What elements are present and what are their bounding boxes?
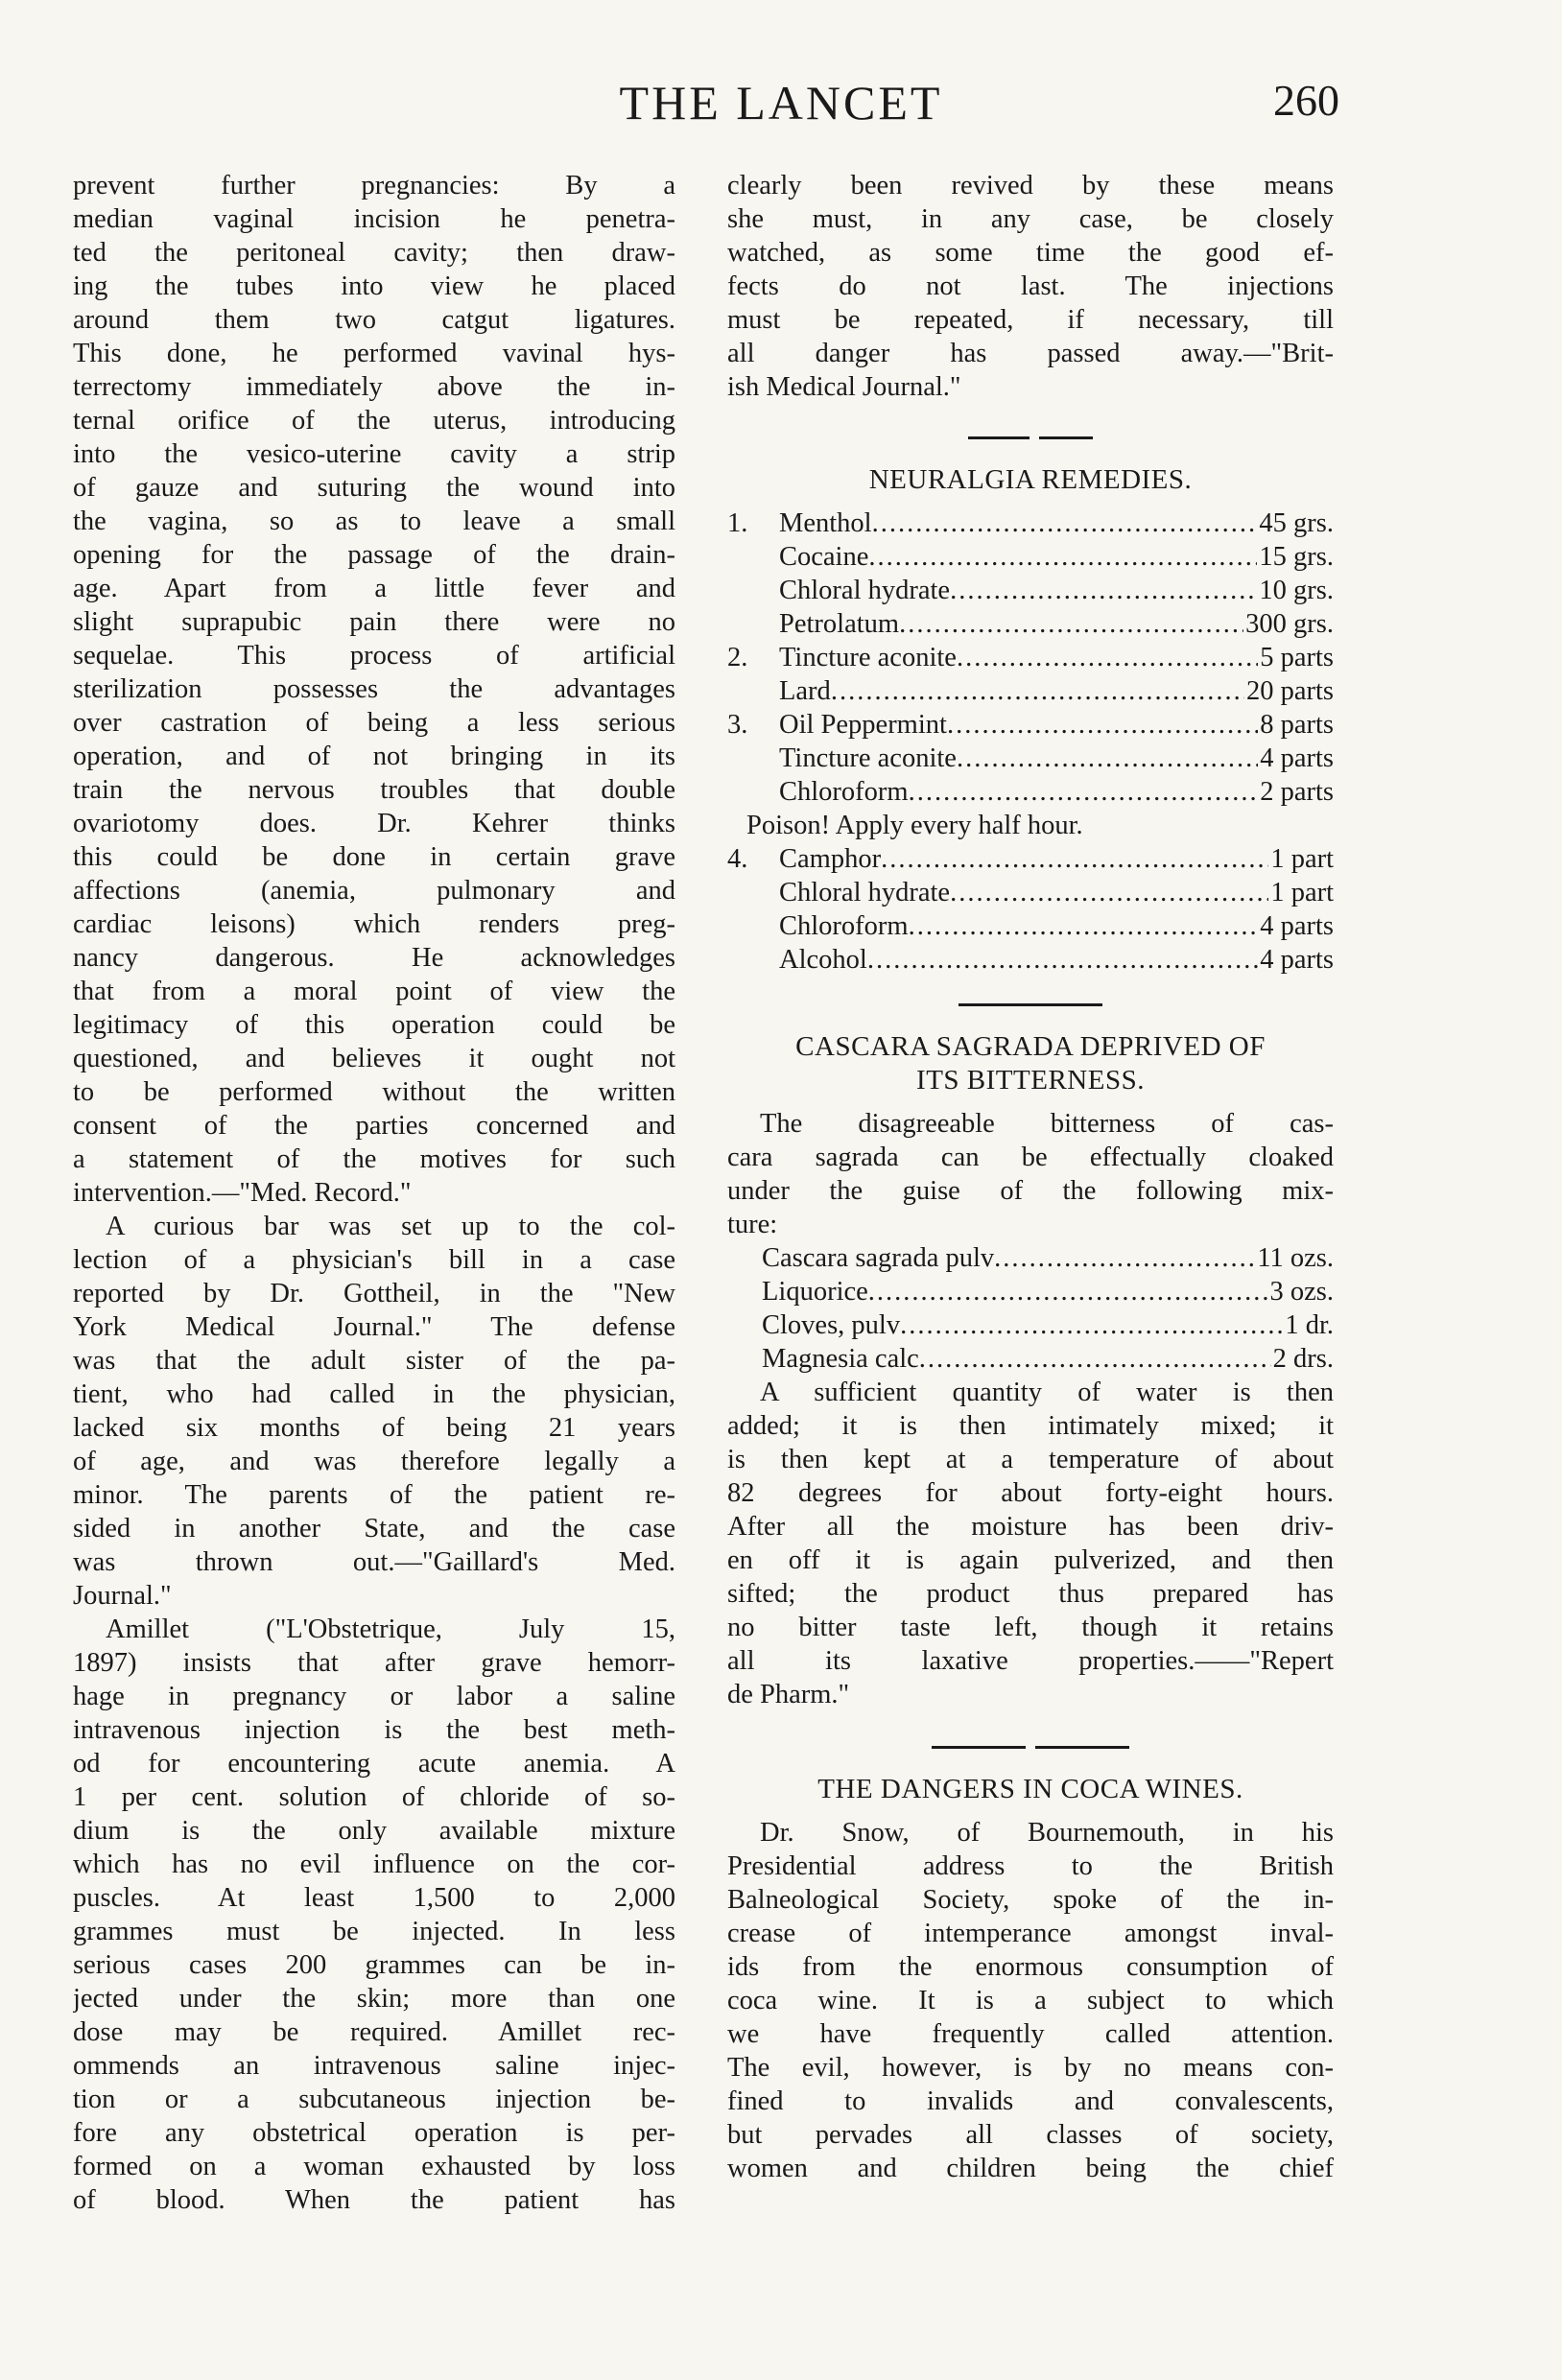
text-line: reported by Dr. Gottheil, in the "New xyxy=(73,1279,675,1308)
text-line: jected under the skin; more than one xyxy=(73,1984,675,2014)
running-title: THE LANCET xyxy=(619,76,943,130)
text-line: added; it is then intimately mixed; it xyxy=(727,1411,1334,1441)
section-title: CASCARA SAGRADA DEPRIVED OF xyxy=(795,1031,1266,1062)
dot-leader xyxy=(950,876,1268,909)
text-line: ids from the enormous consumption of xyxy=(727,1952,1334,1982)
ingredient-quantity: 4 parts xyxy=(1260,911,1334,941)
ingredient-row xyxy=(727,574,1334,607)
text-line: to be performed without the written xyxy=(73,1077,675,1107)
text-line: questioned, and believes it ought not xyxy=(73,1044,675,1073)
text-line: fore any obstetrical operation is per- xyxy=(73,2118,675,2148)
ingredient-row xyxy=(727,607,1334,641)
page-header xyxy=(0,75,1562,142)
prescription-note: Poison! Apply every half hour. xyxy=(746,811,1083,840)
ingredient-name: Camphor xyxy=(779,844,882,874)
prescription-number xyxy=(727,909,766,943)
text-line: tient, who had called in the physician, xyxy=(73,1379,675,1409)
text-line: sided in another State, and the case xyxy=(73,1514,675,1543)
text-line: a statement of the motives for such xyxy=(73,1144,675,1174)
ingredient-row xyxy=(727,708,1334,742)
section-title: NEURALGIA REMEDIES. xyxy=(868,464,1193,495)
text-line: was thrown out.—"Gaillard's Med. xyxy=(73,1547,675,1577)
ingredient-row xyxy=(727,842,1334,876)
text-line: women and children being the chief xyxy=(727,2154,1334,2183)
ingredient-name: Chloroform xyxy=(779,777,909,807)
dot-leader xyxy=(900,1308,1283,1342)
text-line: ternal orifice of the uterus, introducing xyxy=(73,406,675,436)
text-line: terrectomy immediately above the in- xyxy=(73,372,675,402)
text-line: tion or a subcutaneous injection be- xyxy=(73,2085,675,2114)
ingredient-quantity: 2 drs. xyxy=(1272,1344,1334,1374)
text-line: sifted; the product thus prepared has xyxy=(727,1579,1334,1609)
prescription-number xyxy=(727,674,766,708)
prescription-number xyxy=(727,876,766,909)
text-line: sterilization possesses the advantages xyxy=(73,674,675,704)
text-line: York Medical Journal." The defense xyxy=(73,1312,675,1342)
prescription-number xyxy=(727,574,766,607)
prescription-number: 3. xyxy=(727,710,748,740)
ingredient-quantity: 11 ozs. xyxy=(1257,1243,1334,1273)
text-line: de Pharm." xyxy=(727,1680,850,1709)
ingredient-name: Liquorice xyxy=(762,1277,868,1307)
text-line: clearly been revived by these means xyxy=(727,171,1334,200)
text-line: This done, he performed vavinal hys- xyxy=(73,339,675,368)
text-line: was that the adult sister of the pa- xyxy=(73,1346,675,1376)
prescription-number xyxy=(727,540,766,574)
coca-body xyxy=(727,1816,1334,2185)
coca-section xyxy=(727,1773,1334,2185)
ingredient-row xyxy=(727,775,1334,809)
dot-leader xyxy=(872,507,1258,540)
text-line: sequelae. This process of artificial xyxy=(73,641,675,671)
text-line: ommends an intravenous saline injec- xyxy=(73,2051,675,2081)
text-line: of blood. When the patient has xyxy=(73,2185,675,2215)
ingredient-name: Chloroform xyxy=(779,911,909,941)
text-line: all danger has passed away.—"Brit- xyxy=(727,339,1334,368)
prescription-number xyxy=(727,607,766,641)
text-line: The evil, however, is by no means con- xyxy=(727,2053,1334,2083)
text-line: lection of a physician's bill in a case xyxy=(73,1245,675,1275)
text-line: no bitter taste left, though it retains xyxy=(727,1613,1334,1642)
text-line: 1 per cent. solution of chloride of so- xyxy=(73,1782,675,1812)
dot-leader xyxy=(881,842,1268,876)
text-line: ing the tubes into view he placed xyxy=(73,271,675,301)
text-line: age. Apart from a little fever and xyxy=(73,574,675,603)
prescription-number: 1. xyxy=(727,508,748,538)
ingredient-quantity: 300 grs. xyxy=(1245,609,1334,639)
ingredient-row xyxy=(727,540,1334,574)
ingredient-row xyxy=(727,641,1334,674)
continued-article xyxy=(727,169,1334,404)
ingredient-name: Menthol xyxy=(779,508,872,538)
text-line: which has no evil influence on the cor- xyxy=(73,1850,675,1879)
text-line: ture: xyxy=(727,1210,778,1239)
text-line: serious cases 200 grammes can be in- xyxy=(73,1950,675,1980)
ingredient-quantity: 8 parts xyxy=(1260,710,1334,740)
ingredient-row xyxy=(727,674,1334,708)
dot-leader xyxy=(957,742,1258,775)
ingredient-quantity: 5 parts xyxy=(1260,643,1334,672)
prescription-number: 2. xyxy=(727,643,748,672)
text-line: A sufficient quantity of water is then xyxy=(760,1378,1334,1407)
section-divider xyxy=(727,988,1334,1021)
dot-leader xyxy=(994,1241,1255,1275)
dot-leader xyxy=(950,574,1257,607)
text-line: Presidential address to the British xyxy=(727,1851,1334,1881)
dot-leader xyxy=(957,641,1258,674)
cascara-body xyxy=(727,1376,1334,1711)
ingredient-row xyxy=(727,909,1334,943)
ingredient-name: Lard xyxy=(779,676,831,706)
text-line: all its laxative properties.——"Repert xyxy=(727,1646,1334,1676)
ingredient-name: Cloves, pulv xyxy=(762,1310,901,1340)
dot-leader xyxy=(947,708,1258,742)
ingredient-row xyxy=(727,1275,1334,1308)
prescription-list xyxy=(727,507,1334,977)
text-line: After all the moisture has been driv- xyxy=(727,1512,1334,1542)
text-line: en off it is again pulverized, and then xyxy=(727,1545,1334,1575)
ingredient-row xyxy=(727,1241,1334,1275)
prescription-number xyxy=(727,742,766,775)
ingredient-row xyxy=(727,742,1334,775)
dot-leader xyxy=(831,674,1244,708)
left-column xyxy=(73,169,675,2217)
text-line: slight suprapubic pain there were no xyxy=(73,607,675,637)
ingredient-name: Tincture aconite xyxy=(779,643,957,672)
ingredient-row xyxy=(727,1308,1334,1342)
dot-leader xyxy=(899,607,1243,641)
section-divider xyxy=(727,421,1334,454)
text-line: intervention.—"Med. Record." xyxy=(73,1178,412,1208)
text-line: median vaginal incision he penetra- xyxy=(73,204,675,234)
section-divider xyxy=(727,1731,1334,1763)
ingredient-quantity: 4 parts xyxy=(1260,743,1334,773)
text-line: intravenous injection is the best meth- xyxy=(73,1715,675,1745)
ingredient-quantity: 3 ozs. xyxy=(1269,1277,1334,1307)
text-line: crease of intemperance amongst inval- xyxy=(727,1919,1334,1948)
ingredient-row xyxy=(727,507,1334,540)
prescription-number: 4. xyxy=(727,844,748,874)
text-line: lacked six months of being 21 years xyxy=(73,1413,675,1443)
text-line: cardiac leisons) which renders preg- xyxy=(73,909,675,939)
text-line: coca wine. It is a subject to which xyxy=(727,1986,1334,2015)
text-line: she must, in any case, be closely xyxy=(727,204,1334,234)
text-line: grammes must be injected. In less xyxy=(73,1917,675,1946)
prescription-number xyxy=(727,775,766,809)
prescription-number xyxy=(727,943,766,977)
text-line: the vagina, so as to leave a small xyxy=(73,507,675,536)
ingredient-name: Petrolatum xyxy=(779,609,900,639)
ingredient-quantity: 1 part xyxy=(1270,844,1334,874)
text-line: Dr. Snow, of Bournemouth, in his xyxy=(760,1818,1334,1848)
dot-leader xyxy=(909,909,1259,943)
section-title-line-2: ITS BITTERNESS. xyxy=(916,1065,1145,1096)
text-line: Amillet ("L'Obstetrique, July 15, xyxy=(106,1614,675,1644)
text-line: this could be done in certain grave xyxy=(73,842,675,872)
ingredient-name: Cascara sagrada pulv xyxy=(762,1243,995,1273)
text-line: Balneological Society, spoke of the in- xyxy=(727,1885,1334,1915)
text-line: dium is the only available mixture xyxy=(73,1816,675,1846)
mixture-list xyxy=(727,1241,1334,1376)
text-line: cara sagrada can be effectually cloaked xyxy=(727,1143,1334,1172)
text-line: affections (anemia, pulmonary and xyxy=(73,876,675,906)
text-line: watched, as some time the good ef- xyxy=(727,238,1334,268)
ingredient-quantity: 20 parts xyxy=(1245,676,1334,706)
text-line: over castration of being a less serious xyxy=(73,708,675,738)
text-line: 1897) insists that after grave hemorr- xyxy=(73,1648,675,1678)
ingredient-row xyxy=(727,1342,1334,1376)
text-line: nancy dangerous. He acknowledges xyxy=(73,943,675,973)
text-line: ted the peritoneal cavity; then draw- xyxy=(73,238,675,268)
text-line: operation, and of not bringing in its xyxy=(73,742,675,771)
text-line: legitimacy of this operation could be xyxy=(73,1010,675,1040)
text-line: fined to invalids and convalescents, xyxy=(727,2086,1334,2116)
text-line: ovariotomy does. Dr. Kehrer thinks xyxy=(73,809,675,838)
ingredient-quantity: 2 parts xyxy=(1260,777,1334,807)
ingredient-name: Tincture aconite xyxy=(779,743,957,773)
ingredient-name: Chloral hydrate xyxy=(779,878,951,907)
ingredient-quantity: 4 parts xyxy=(1260,945,1334,975)
text-line: Journal." xyxy=(73,1581,172,1611)
ingredient-name: Chloral hydrate xyxy=(779,576,951,605)
text-line: but pervades all classes of society, xyxy=(727,2120,1334,2150)
dot-leader xyxy=(919,1342,1271,1376)
text-line: puscles. At least 1,500 to 2,000 xyxy=(73,1883,675,1913)
ingredient-name: Oil Peppermint xyxy=(779,710,947,740)
text-line: formed on a woman exhausted by loss xyxy=(73,2152,675,2181)
text-line: is then kept at a temperature of about xyxy=(727,1445,1334,1474)
text-line: of age, and was therefore legally a xyxy=(73,1447,675,1476)
ingredient-quantity: 15 grs. xyxy=(1259,542,1334,572)
dot-leader xyxy=(868,1275,1268,1308)
ingredient-name: Magnesia calc xyxy=(762,1344,919,1374)
text-line: opening for the passage of the drain- xyxy=(73,540,675,570)
text-line: around them two catgut ligatures. xyxy=(73,305,675,335)
text-line: A curious bar was set up to the col- xyxy=(106,1212,675,1241)
cascara-section xyxy=(727,1030,1334,1711)
dot-leader xyxy=(909,775,1259,809)
text-line: under the guise of the following mix- xyxy=(727,1176,1334,1206)
text-line: train the nervous troubles that double xyxy=(73,775,675,805)
text-line: dose may be required. Amillet rec- xyxy=(73,2017,675,2047)
text-line: prevent further pregnancies: By a xyxy=(73,171,675,200)
dot-leader xyxy=(868,540,1257,574)
ingredient-name: Alcohol xyxy=(779,945,867,975)
text-line: into the vesico-uterine cavity a strip xyxy=(73,439,675,469)
dot-leader xyxy=(867,943,1258,977)
text-line: of gauze and suturing the wound into xyxy=(73,473,675,503)
text-line: hage in pregnancy or labor a saline xyxy=(73,1682,675,1711)
text-line: we have frequently called attention. xyxy=(727,2019,1334,2049)
text-line: 82 degrees for about forty-eight hours. xyxy=(727,1478,1334,1508)
ingredient-quantity: 1 dr. xyxy=(1285,1310,1334,1340)
ingredient-quantity: 10 grs. xyxy=(1259,576,1334,605)
text-line: fects do not last. The injections xyxy=(727,271,1334,301)
text-line: consent of the parties concerned and xyxy=(73,1111,675,1141)
cascara-intro xyxy=(727,1107,1334,1241)
ingredient-quantity: 1 part xyxy=(1270,878,1334,907)
ingredient-quantity: 45 grs. xyxy=(1259,508,1334,538)
neuralgia-section xyxy=(727,463,1334,977)
ingredient-name: Cocaine xyxy=(779,542,869,572)
text-line: od for encountering acute anemia. A xyxy=(73,1749,675,1779)
text-line: must be repeated, if necessary, till xyxy=(727,305,1334,335)
right-column xyxy=(727,169,1334,2185)
page-number: 260 xyxy=(1273,76,1339,125)
ingredient-row xyxy=(727,943,1334,977)
text-line: The disagreeable bitterness of cas- xyxy=(760,1109,1334,1139)
section-title: THE DANGERS IN COCA WINES. xyxy=(817,1774,1243,1804)
text-line: that from a moral point of view the xyxy=(73,977,675,1006)
ingredient-row xyxy=(727,876,1334,909)
text-line: minor. The parents of the patient re- xyxy=(73,1480,675,1510)
text-line: ish Medical Journal." xyxy=(727,372,961,402)
